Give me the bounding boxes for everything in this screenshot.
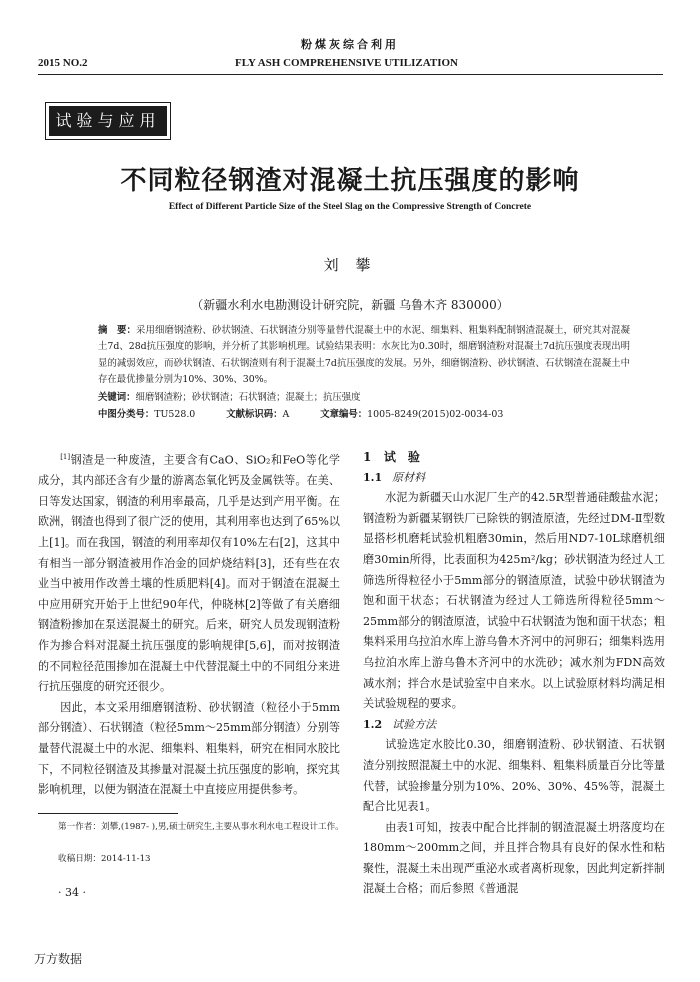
- journal-name-en: FLY ASH COMPREHENSIVE UTILIZATION: [235, 57, 459, 69]
- page-number: · 34 ·: [58, 886, 86, 899]
- intro-paragraph-1: [1]钢渣是一种废渣，主要含有CaO、SiO₂和FeO等化学成分，其内部还含有少量的游离态氧化钙及金属铁等。在美、日等发达国家，钢渣的利用率最高，几乎是达到产用平衡。在欧洲，钢渣也得到了很广泛的使用，其利用率也达到了65%以上[1]。而在我国，钢渣的利用率却仅有10%左右[2]，这其中有相当一部分钢渣被用作冶金的回炉烧结料[3]，还有些在农业当中被用作改善土壤的性质肥料[4]。而对于钢渣在混凝土中应用研究开始于上世纪90年代，仲晓林[2]等做了有关磨细钢渣粉掺加在泵送混凝土的研究。后来，研究人员发现钢渣粉作为掺合料对混凝土抗压强度的影响规律[5,6]，而对按钢渣的不同粒径范围掺加在混凝土中代替混凝土中的不同组分来进行抗压强度的研究还很少。: [38, 453, 341, 694]
- abstract-text: 采用细磨钢渣粉、砂状钢渣、石状钢渣分别等量替代混凝土中的水泥、细集料、粗集料配制钢渣混凝土，研究其对混凝土7d、28d抗压强度的影响，并分析了其影响机理。试验结果表明：水灰比为0.30时，细磨钢渣粉对混凝土7d抗压强度表现出明显的减弱效应，而砂状钢渣、石状钢渣则有利于混凝土7d抗压强度的发展。另外，细磨钢渣粉、砂状钢渣、石状钢渣在混凝土中存在最优掺量分别为10%、30%、30%。: [98, 325, 630, 385]
- keywords: [98, 390, 389, 406]
- abstract: [98, 323, 630, 388]
- section-heading-1-1: 1.1 原材料: [363, 470, 426, 484]
- journal-name-cn: 粉煤灰综合利用: [301, 38, 399, 51]
- author-name: 刘 攀: [323, 256, 377, 274]
- watermark: 万方数据: [34, 952, 83, 966]
- received-date: 收稿日期：2014-11-13: [58, 854, 151, 864]
- materials-paragraph: 水泥为新疆天山水泥厂生产的42.5R型普通硅酸盐水泥；钢渣粉为新疆某钢铁厂已除铁的钢渣原渣，先经过DM-Ⅱ型数显搭杉机磨耗试验机粗磨30min，然后用ND7-10L球磨机细磨30min所得，比表面积为425m²/kg；砂状钢渣为经过人工筛选所得粒径小于5mm部分的钢渣原渣，试验中砂状钢渣为饱和面干状态；石状钢渣为经过人工筛选所得粒径5mm～25mm部分的钢渣原渣，试验中石状钢渣为饱和面干状态；粗集料采用乌拉泊水库上游乌鲁木齐河中的河卵石；细集料选用乌拉泊水库上游乌鲁木齐河中的水洗砂；减水剂为FDN高效减水剂；拌合水是试验室中自来水。以上试验原材料均满足相关试验规程的要求。: [363, 491, 665, 711]
- classification-line: [98, 407, 531, 423]
- article-title-en: Effect of Different Particle Size of the Steel Slag on the Compressive Strength of Concrete: [168, 202, 532, 212]
- section-tag: 试验与应用: [46, 103, 170, 139]
- issue-number: 2015 NO.2: [38, 57, 88, 69]
- method-paragraph: 试验选定水胶比0.30，细磨钢渣粉、砂状钢渣、石状钢渣分别按照混凝土中的水泥、细集料、粗集料质量百分比等量代替，试验掺量分别为10%、20%、30%、45%等，混凝土配合比见表1。: [363, 738, 665, 814]
- footnote-rule: [38, 813, 178, 814]
- abstract-label: 摘 要：: [98, 325, 137, 336]
- section-heading-1-2: 1.2 试验方法: [363, 717, 437, 731]
- doc-code: 文献标识码：A: [226, 409, 290, 420]
- right-column: [363, 447, 665, 900]
- article-title-cn: 不同粒径钢渣对混凝土抗压强度的影响: [120, 166, 580, 196]
- table-paragraph: 由表1可知，按表中配合比拌制的钢渣混凝土坍落度均在180mm～200mm之间，并且拌合物具有良好的保水性和粘聚性，混凝土未出现严重泌水或者离析现象，因此判定新拌制混凝土合格；而后参照《普通混: [363, 820, 665, 896]
- keywords-text: 细磨钢渣粉；砂状钢渣；石状钢渣；混凝土；抗压强度: [135, 392, 361, 403]
- section-heading-1: 1 试 验: [363, 450, 420, 464]
- ref-marker: [1]: [60, 453, 71, 461]
- left-column: [38, 447, 340, 801]
- header-rule: [38, 74, 663, 75]
- article-number: 文章编号：1005-8249(2015)02-0034-03: [320, 409, 504, 420]
- keywords-label: 关键词：: [98, 392, 136, 403]
- intro-paragraph-2: 因此，本文采用细磨钢渣粉、砂状钢渣（粒径小于5mm部分钢渣）、石状钢渣（粒径5mm～25mm部分钢渣）分别等量替代混凝土中的水泥、细集料、粗集料，研究在相同水胶比下，不同粒径钢渣及其掺量对混凝土抗压强度的影响，探究其影响机理，以便为钢渣在混凝土中直接应用提供参考。: [38, 700, 340, 797]
- clc: 中图分类号：TU528.0: [98, 409, 196, 420]
- affiliation: （新疆水利水电勘测设计研究院，新疆 乌鲁木齐 830000）: [191, 298, 509, 312]
- author-footnote: 第一作者：刘攀,(1987- ),男,硕士研究生,主要从事水利水电工程设计工作。: [58, 822, 344, 832]
